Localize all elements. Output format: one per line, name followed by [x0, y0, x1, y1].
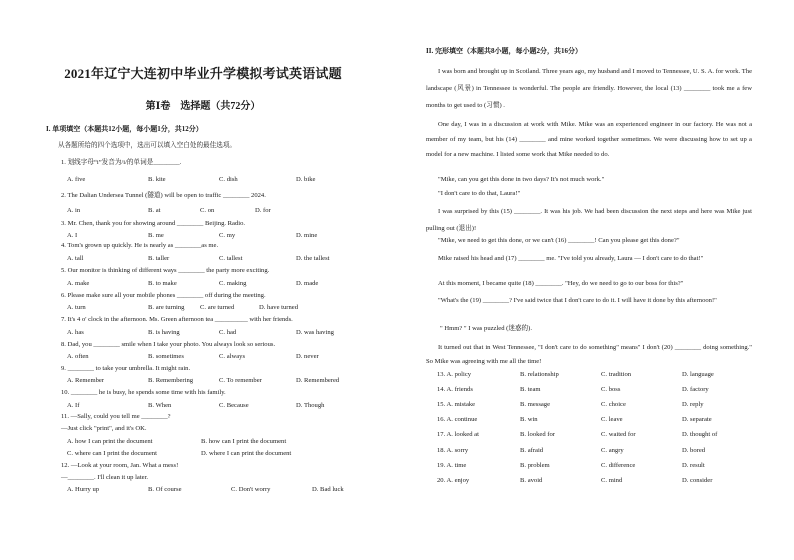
question-stem: 3. Mr. Chen, thank you for showing around ________ Beijing. Radio. [61, 220, 246, 227]
option: C. always [219, 353, 246, 360]
option: C. are turned [200, 304, 235, 311]
option: C. had [219, 329, 237, 336]
question-stem: 2. The Dalian Undersea Tunnel (隧道) will be open to traffic ________ 2024. [61, 192, 266, 199]
option: A. Remember [67, 377, 104, 384]
question-stem: 4. Tom's grown up quickly. He is nearly as ________as me. [61, 242, 219, 249]
option: 17. A. looked at [437, 431, 479, 438]
option: B. message [520, 401, 551, 408]
option: D. result [682, 462, 705, 469]
option: 20. A. enjoy [437, 477, 470, 484]
dialogue-line: —________. I'll clean it up later. [61, 474, 149, 481]
option: B. taller [148, 255, 170, 262]
option: B. is having [148, 329, 180, 336]
option: C. tradition [601, 371, 632, 378]
option: A. turn [67, 304, 86, 311]
option: A. tall [67, 255, 84, 262]
option: A. five [67, 176, 86, 183]
option: B. afraid [520, 447, 544, 454]
question-stem: 10. ________ he is busy, he spends some time with his family. [61, 389, 226, 396]
option: B. sometimes [148, 353, 184, 360]
option: B. to make [148, 280, 177, 287]
option: C. Don't worry [231, 486, 271, 493]
option: A. I [67, 232, 78, 239]
option: D. Though [296, 402, 325, 409]
option: B. are turning [148, 304, 185, 311]
option: C. waited for [601, 431, 636, 438]
option: B. me [148, 232, 164, 239]
option: C. boss [601, 386, 621, 393]
option: B. looked for [520, 431, 555, 438]
passage-paragraph: "Mike, can you get this done in two days? It's not much work." [438, 176, 605, 183]
section1-heading: I. 单项填空（本题共12小题，每小题1分，共12分） [46, 125, 203, 133]
option: A. how I can print the document [67, 438, 153, 445]
option: 18. A. sorry [437, 447, 469, 454]
option: B. Remembering [148, 377, 194, 384]
option: C. To remember [219, 377, 262, 384]
option: B. When [148, 402, 172, 409]
option: C. difference [601, 462, 636, 469]
option: D. consider [682, 477, 713, 484]
option: B. win [520, 416, 538, 423]
page-title: 2021年辽宁大连初中毕业升学模拟考试英语试题 [64, 66, 342, 81]
passage-paragraph: I was born and brought up in Scotland. Three years ago, my husband and I moved to Tennessee, U. S. A. for work. The landscape (风景) in Tennessee is wonderful. The people are friendly. However, the local (13) ________ took me a few months to get used to (习惯) . [426, 68, 752, 109]
option: C. leave [601, 416, 623, 423]
passage-paragraph: " Hmm? " I was puzzled (迷惑的). [440, 325, 532, 332]
option: B. avoid [520, 477, 543, 484]
passage-paragraph: "Mike, we need to get this done, or we can't (16) ________! Can you please get this done?" [438, 237, 680, 244]
option: C. mind [601, 477, 623, 484]
option: D. where I can print the document [201, 450, 292, 457]
option: D. never [296, 353, 319, 360]
option: D. the tallest [296, 255, 330, 262]
passage-paragraph: Mike raised his head and (17) ________ me. "I've told you already, Laura — I don't care to do that!" [438, 255, 704, 262]
question-stem: 8. Dad, you ________ smile when I take your photo. You always look so serious. [61, 341, 276, 348]
option: B. Of course [148, 486, 182, 493]
option: B. how can I print the document [201, 438, 287, 445]
option: A. often [67, 353, 89, 360]
option: C. tallest [219, 255, 243, 262]
passage-paragraph: "What's the (19) ________? I've said twice that I don't care to do it. I will have it done by this afternoon!" [438, 297, 717, 304]
option: D. have turned [259, 304, 298, 311]
option: D. bike [296, 176, 316, 183]
question-stem: 1. 划线字母“i”发音为/i/的单词是________. [61, 159, 182, 166]
part-subtitle: 第Ⅰ卷 选择题（共72分） [145, 101, 261, 112]
option: B. at [148, 207, 161, 214]
passage-paragraph: One day, I was in a discussion at work with Mike. Mike was an experienced engineer in our factory. He was not a member of my team, but his (14) ________ and mine worked together sometimes. We were discussing how to set up a model for a new machine. I listed some work that Mike needed to do. [426, 121, 752, 158]
option: D. thought of [682, 431, 718, 438]
option: D. factory [682, 386, 709, 393]
question-stem: 9. ________ to take your umbrella. It might rain. [61, 365, 191, 372]
option: D. bored [682, 447, 706, 454]
option: B. kite [148, 176, 166, 183]
passage-paragraph: At this moment, I became quite (18) ________. "Hey, do we need to go to our boss for this?" [438, 280, 684, 287]
option: 14. A. friends [437, 386, 473, 393]
question-stem: 11. —Sally, could you tell me ________? [61, 413, 171, 420]
option: C. on [200, 207, 215, 214]
option: 13. A. policy [437, 371, 472, 378]
option: C. Because [219, 402, 249, 409]
option: C. choice [601, 401, 626, 408]
passage-paragraph: I was surprised by this (15) ________. It was his job. We had been discussion the next steps and here was Mike just pulling out (退出)! [426, 208, 752, 232]
option: 19. A. time [437, 462, 467, 469]
option: A. in [67, 207, 81, 214]
option: B. relationship [520, 371, 559, 378]
passage-paragraph: It turned out that in West Tennessee, "I don't care to do something" means" I don't (20) ________ doing something." So Mike was agreeing with me all the time! [426, 344, 752, 365]
option: A. make [67, 280, 90, 287]
question-stem: 7. It's 4 o' clock in the afternoon. Ms. Green afternoon tea __________ with her friends. [61, 316, 293, 323]
option: C. my [219, 232, 236, 239]
dialogue-line: —Just click "print", and it's OK. [61, 425, 147, 432]
option: D. for [255, 207, 271, 214]
section2-heading: II. 完形填空（本题共8小题，每小题2分，共16分） [426, 47, 582, 55]
option: D. Remembered [296, 377, 340, 384]
question-stem: 12. —Look at your room, Jan. What a mess! [61, 462, 179, 469]
option: B. problem [520, 462, 550, 469]
option: D. language [682, 371, 714, 378]
option: A. If [67, 402, 80, 409]
option: A. Hurry up [67, 486, 100, 493]
option: C. angry [601, 447, 624, 454]
question-stem: 6. Please make sure all your mobile phones ________ off during the meeting. [61, 292, 266, 299]
option: 16. A. continue [437, 416, 478, 423]
option: D. separate [682, 416, 712, 423]
option: D. mine [296, 232, 318, 239]
option: D. Bad luck [312, 486, 344, 493]
option: C. dish [219, 176, 238, 183]
option: A. has [67, 329, 84, 336]
option: D. was having [296, 329, 334, 336]
section1-instruction: 从各题所给的四个选项中，选出可以填入空白处的最佳选项。 [58, 142, 237, 149]
question-stem: 5. Our monitor is thinking of different ways ________ the party more exciting. [61, 267, 270, 274]
option: D. made [296, 280, 319, 287]
option: C. making [219, 280, 247, 287]
option: B. team [520, 386, 541, 393]
passage-paragraph: "I don't care to do that, Laura!" [438, 190, 521, 197]
option: D. reply [682, 401, 704, 408]
option: C. where can I print the document [67, 450, 157, 457]
option: 15. A. mistake [437, 401, 476, 408]
